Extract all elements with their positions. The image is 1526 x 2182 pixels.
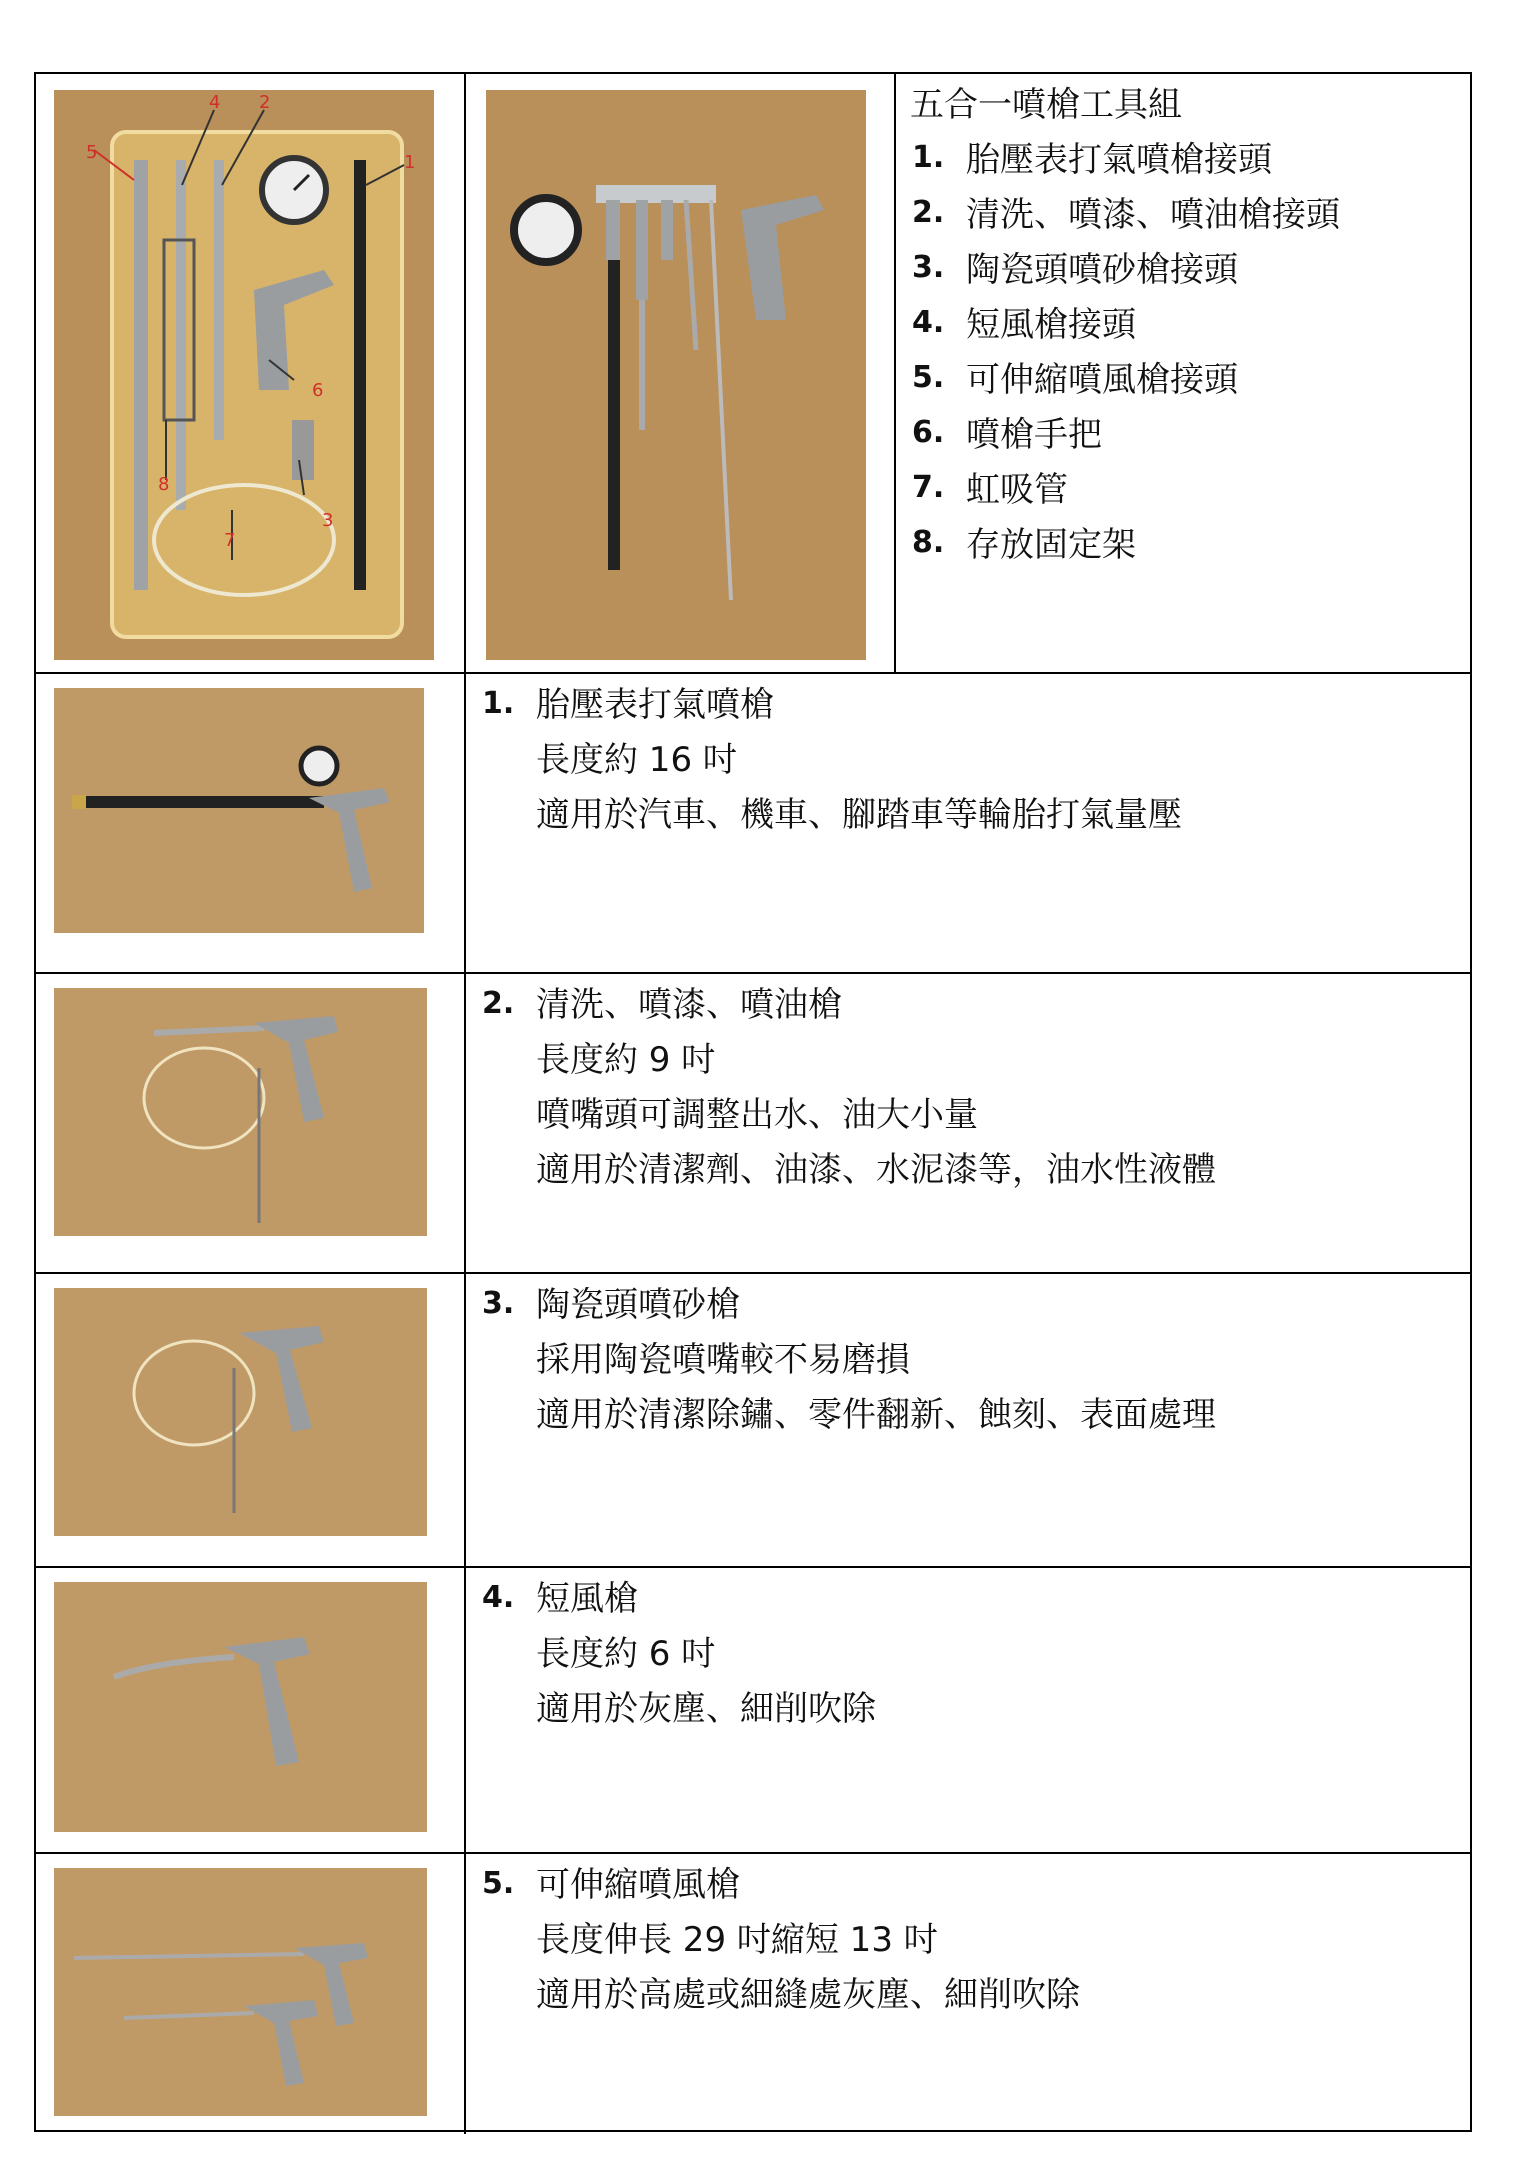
callout-1: 1 [404,152,416,173]
product-row [36,974,1470,1274]
kit-item-num: 1. [912,140,945,175]
product-num: 3. [482,1286,515,1321]
product-spec: 適用於清潔劑、油漆、水泥漆等，油水性液體 [536,1150,1216,1190]
product-row [36,1274,1470,1568]
callout-3: 3 [322,510,334,531]
kit-item-num: 4. [912,305,945,340]
kit-item-label: 陶瓷頭噴砂槍接頭 [966,250,1238,290]
kit-item-num: 8. [912,525,945,560]
callout-4: 4 [209,92,221,113]
kit-title: 五合一噴槍工具組 [910,85,1182,125]
kit-item-label: 胎壓表打氣噴槍接頭 [966,140,1272,180]
callout-6: 6 [312,380,324,401]
kit-item-label: 存放固定架 [966,525,1136,565]
kit-item-num: 2. [912,195,945,230]
sandblast-gun-photo [54,1288,427,1536]
product-num: 4. [482,1580,515,1615]
product-row [36,1854,1470,2134]
product-num: 2. [482,986,515,1021]
product-text [536,1858,1080,2023]
spray-gun-photo [54,988,427,1236]
kit-assembled-photo [486,90,866,660]
kit-item-num: 5. [912,360,945,395]
extendable-air-gun-photo [54,1868,427,2116]
kit-item-label: 可伸縮噴風槍接頭 [966,360,1238,400]
product-spec: 適用於高處或細縫處灰塵、細削吹除 [536,1975,1080,2015]
product-num: 1. [482,686,515,721]
kit-item-num: 3. [912,250,945,285]
product-text [536,1572,876,1737]
product-spec: 採用陶瓷噴嘴較不易磨損 [536,1340,910,1380]
product-text [536,678,1182,843]
kit-item-label: 噴槍手把 [966,415,1102,455]
product-row [36,1568,1470,1854]
product-text [536,978,1216,1198]
product-title: 短風槍 [536,1579,638,1619]
product-title: 可伸縮噴風槍 [536,1865,740,1905]
product-spec: 噴嘴頭可調整出水、油大小量 [536,1095,978,1135]
kit-item-label: 清洗、噴漆、噴油槍接頭 [966,195,1340,235]
product-spec: 適用於清潔除鏽、零件翻新、蝕刻、表面處理 [536,1395,1216,1435]
kit-item-label: 虹吸管 [966,470,1068,510]
kit-item-label: 短風槍接頭 [966,305,1136,345]
product-spec: 長度伸長 29 吋縮短 13 吋 [536,1920,938,1960]
callout-5: 5 [86,142,98,163]
product-row [36,674,1470,974]
kit-description [910,78,1182,133]
product-title: 胎壓表打氣噴槍 [536,685,774,725]
product-spec: 長度約 9 吋 [536,1040,716,1080]
product-title: 清洗、噴漆、噴油槍 [536,985,842,1025]
product-text [536,1278,1216,1443]
product-num: 5. [482,1866,515,1901]
product-spec: 長度約 16 吋 [536,740,737,780]
product-table [34,72,1472,2132]
product-title: 陶瓷頭噴砂槍 [536,1285,740,1325]
callout-7: 7 [224,530,236,551]
kit-package-photo [54,90,434,660]
kit-item-num: 7. [912,470,945,505]
overview-row [36,74,1470,674]
product-spec: 適用於汽車、機車、腳踏車等輪胎打氣量壓 [536,795,1182,835]
callout-8: 8 [158,474,170,495]
kit-item-num: 6. [912,415,945,450]
short-air-gun-photo [54,1582,427,1832]
product-spec: 適用於灰塵、細削吹除 [536,1689,876,1729]
tire-inflator-gun-photo [54,688,424,933]
product-spec: 長度約 6 吋 [536,1634,716,1674]
callout-2: 2 [259,92,271,113]
